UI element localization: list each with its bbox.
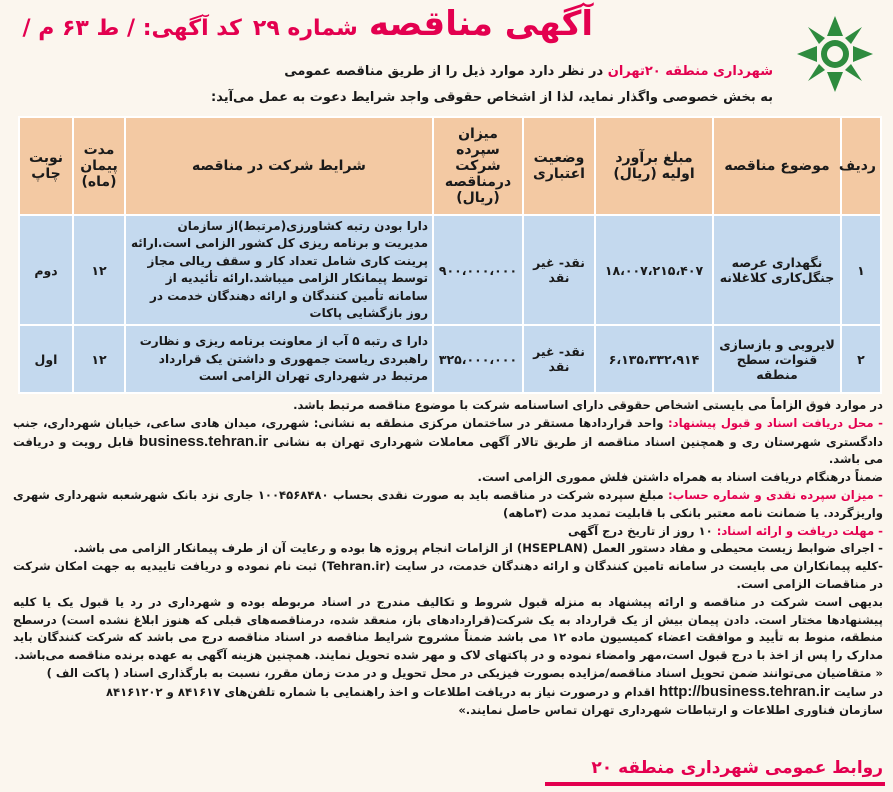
header-deposit: میزان سپرده شرکت درمناقصه (ریال) bbox=[433, 117, 523, 215]
cell-conditions: دارا ی رتبه ۵ آب از معاونت برنامه ریزی و نظارت راهبردی ریاست جمهوری و داشتن یک قرارداد مرتبط در شهرداری تهران الزامی است bbox=[125, 325, 433, 393]
deposit-label: - میزان سپرده نقدی و شماره حساب: bbox=[667, 487, 883, 502]
intro-line-1-text: در نظر دارد موارد ذیل را از طریق مناقصه عمومی bbox=[284, 64, 604, 79]
business-portal-link[interactable]: business.tehran.ir bbox=[139, 432, 269, 450]
paragraph-deposit bbox=[13, 487, 883, 523]
deadline-label: - مهلت دریافت و ارائه اسناد: bbox=[716, 523, 883, 538]
cell-estimate: ۶،۱۳۵،۳۳۲،۹۱۴ bbox=[595, 325, 713, 393]
table-row bbox=[19, 215, 881, 325]
header-credit-status: وضعیت اعتباری bbox=[523, 117, 595, 215]
cell-credit-status: نقد- غیر نقد bbox=[523, 215, 595, 325]
announcement-code: کد آگهی: / ط ۶۳ م / bbox=[22, 16, 242, 41]
intro-line-1 bbox=[153, 64, 773, 79]
intro-municipality: شهرداری منطقه ۲۰تهران bbox=[607, 64, 773, 79]
header-conditions: شرایط شرکت در مناقصه bbox=[125, 117, 433, 215]
title-text: آگهی مناقصه bbox=[368, 4, 593, 44]
cell-estimate: ۱۸،۰۰۷،۲۱۵،۴۰۷ bbox=[595, 215, 713, 325]
cell-deposit: ۳۲۵،۰۰۰،۰۰۰ bbox=[433, 325, 523, 393]
cell-credit-status: نقد- غیر نقد bbox=[523, 325, 595, 393]
cell-subject: لایروبی و بازسازی قنوات، سطح منطقه bbox=[713, 325, 841, 393]
announcement-number: شماره ۲۹ bbox=[252, 16, 358, 41]
cell-conditions: دارا بودن رتبه کشاورزی(مرتبط)از سازمان مدیریت و برنامه ریزی کل کشور الزامی است.ارائه پرینت کاری شامل تعداد کار و سقف ریالی مجاز توسط پیمانکار الزامی میباشد.ارائه تأئیدیه از سامانه تأمین کنندگان و ارائه دهندگان خدمت در روز بازگشایی پاکات bbox=[125, 215, 433, 325]
header-print-turn: نوبت چاپ bbox=[19, 117, 73, 215]
public-relations-signature: روابط عمومی شهرداری منطقه ۲۰ bbox=[591, 758, 883, 778]
header-row-number: ردیف bbox=[841, 117, 881, 215]
paragraph-deadline bbox=[13, 523, 883, 541]
footer-divider bbox=[545, 782, 885, 786]
paragraph-document-location bbox=[13, 415, 883, 469]
paragraph-upload-notice: « متقاضیان می‌توانند ضمن تحویل اسناد مناقصه/مزایده بصورت فیزیکی در محل تحویل و در مدت زمان مقرر، نسبت به بارگذاری اسناد ( پاکت الف ) bbox=[46, 665, 883, 680]
paragraph-it-organization: سازمان فناوری اطلاعات و ارتباطات شهرداری تهران تماس حاصل نمایند.» bbox=[458, 702, 883, 717]
paragraph-flash-memory: ضمناً درهنگام دریافت اسناد به همراه داشتن فلش مموری الزامی است. bbox=[477, 470, 883, 485]
header-subject: موضوع مناقصه bbox=[713, 117, 841, 215]
announcement-title bbox=[22, 4, 593, 44]
cell-subject: نگهداری عرصه جنگل‌کاری کلاغلانه bbox=[713, 215, 841, 325]
document-location-label: - محل دریافت اسناد و قبول پیشنهاد: bbox=[668, 415, 883, 430]
document-location-text: واحد قراردادها مستقر در ساختمان مرکزی منطقه به نشانی: شهرری، میدان هادی ساعی، خیابان شهرداری، جنب دادگستری شهرستان ری و همچنین اسناد مناقصه از طریق تالار آگهی معاملات شهرداری تهران به نشانی bbox=[13, 415, 883, 449]
paragraph-hseplan: - اجرای ضوابط زیست محیطی و مفاد دستور العمل (HSEPLAN) از الزامات انجام پروژه ها بوده و رعایت آن از طرف پیمانکار الزامی می باشد. bbox=[73, 541, 883, 556]
cell-deposit: ۹۰۰،۰۰۰،۰۰۰ bbox=[433, 215, 523, 325]
deadline-text: ۱۰ روز از تاریخ درج آگهی bbox=[567, 523, 713, 538]
upload-site-link[interactable]: http://business.tehran.ir bbox=[659, 682, 830, 700]
paragraph-supplier-registration: -کلیه پیمانکاران می بایست در سامانه تامین کنندگان و ارائه دهندگان خدمت، در سایت (Tehran.ir) ثبت نام نموده و دریافت تاییدیه به جهت امکان شرکت در مناقصات الزامی است. bbox=[13, 559, 883, 591]
header-estimate: مبلغ برآورد اولیه (ریال) bbox=[595, 117, 713, 215]
tehran-municipality-logo bbox=[795, 14, 875, 94]
table-header-row bbox=[19, 117, 881, 215]
cell-row-number: ۲ bbox=[841, 325, 881, 393]
cell-duration: ۱۲ bbox=[73, 325, 125, 393]
paragraph-terms: بدیهی است شرکت در مناقصه و ارائه پیشنهاد به منزله قبول شروط و تکالیف مندرج در اسناد مربوطه بوده و شهرداری در رد یا قبول یک یا کلیه پیشنهادها مختار است. دادن پیمان بیش از یک قرارداد به یک شرکت(قراردادهای باز، منعقد شده، درمناقصه‌های قبلی که هنوز ابلاغ نشده است) درسطح منطقه، منوط به تأیید و موافقت اعضاء کمیسیون ماده ۱۲ می باشد ضمناً مشروح شرایط مناقصه در اسناد مناقصه درج می باشد که شرکت کنندگان باید مدارک را پس از اخذ با درج قبول است،مهر وامضاء نموده و در پاکتهای لاک و مهر شده تحویل نمایند. همچنین هزینه آگهی به عهده برنده مناقصه می‌باشد. bbox=[13, 594, 883, 663]
cell-print-turn: اول bbox=[19, 325, 73, 393]
intro-line-2: به بخش خصوصی واگذار نماید، لذا از اشخاص حقوقی واجد شرایط دعوت به عمل می‌آید: bbox=[211, 90, 773, 105]
contact-phones: اقدام و درصورت نیاز به دریافت اطلاعات و اخذ راهنمایی با شماره تلفن‌های ۸۴۱۶۱۷ و ۸۴۱۶۱۲۰۲ bbox=[105, 684, 655, 699]
tenders-table bbox=[18, 116, 882, 394]
cell-print-turn: دوم bbox=[19, 215, 73, 325]
document-location-tail: قابل رویت و دریافت می باشد. bbox=[13, 434, 883, 467]
cell-duration: ۱۲ bbox=[73, 215, 125, 325]
deposit-text: مبلغ سپرده شرکت در مناقصه باید به صورت نقدی بحساب ۱۰۰۴۵۶۸۴۸۰ جاری نزد بانک شهرشعبه شهرداری شهری واریزگردد. یا ضمانت نامه معتبر بانکی با قابلیت تمدید مدت (۳ماهه) bbox=[13, 487, 883, 520]
paragraph-legal-entities: در موارد فوق الزاماً می بایستی اشخاص حقوقی دارای اساسنامه شرکت با موضوع مناقصه مرتبط باشد. bbox=[293, 398, 883, 412]
announcement-body bbox=[13, 397, 883, 719]
cell-row-number: ۱ bbox=[841, 215, 881, 325]
header-duration: مدت پیمان (ماه) bbox=[73, 117, 125, 215]
paragraph-contact bbox=[13, 683, 883, 702]
table-row bbox=[19, 325, 881, 393]
contact-prefix: در سایت bbox=[833, 684, 883, 699]
